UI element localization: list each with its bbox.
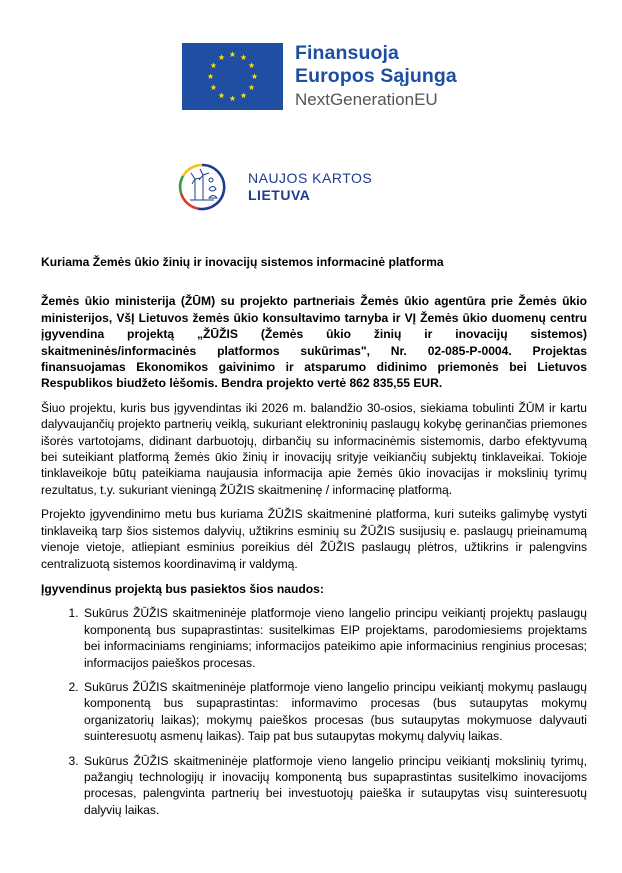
eu-logo-line2: Europos Sąjunga bbox=[295, 65, 457, 87]
eu-star-icon bbox=[229, 95, 235, 101]
green-energy-emblem-icon bbox=[178, 163, 226, 211]
eu-star-icon bbox=[218, 54, 224, 60]
nkl-logo-text bbox=[248, 170, 372, 204]
naujos-kartos-lietuva-logo bbox=[178, 163, 372, 211]
nkl-logo-line1: NAUJOS KARTOS bbox=[248, 170, 373, 186]
eu-star-icon bbox=[207, 73, 213, 79]
eu-star-icon bbox=[240, 54, 246, 60]
eu-star-icon bbox=[251, 73, 257, 79]
eu-star-icon bbox=[249, 84, 255, 90]
benefit-item: 3. Sukūrus ŽŪŽIS skaitmeninėje platformoje vieno langelio principu veikiantį mokslinių tyrimų, pažangių technologijų ir inovacijų komponentą bus supaprastintas susitelkimo inovacijoms procesas, palengvinta partnerių bei investuotojų paieška ir sutaupytas visų suinteresuotų dalyvių laikas. bbox=[82, 753, 587, 819]
eu-logo-line3: NextGenerationEU bbox=[295, 90, 438, 109]
benefit-item: 2. Sukūrus ŽŪŽIS skaitmeninėje platformoje vieno langelio principu veikiantį mokymų paslaugų komponentą bus supaprastintas: informavimo procesas (bus sutaupytas mokymų organizatorių laikas); mokymų paieškos procesas (bus sutaupytas mokymuose dalyvauti suinteresuotų asmenų laikas). Taip pat bus sutaupytas mokymų dalyvių laikas. bbox=[82, 679, 587, 745]
platform-paragraph: Projekto įgyvendinimo metu bus kuriama ŽŪŽIS skaitmeninė platforma, kuri suteiks galimybę vystyti tinklaveiką tarp šios sistemos dalyvių, užtikrins esminių su ŽŪŽIS susijusių e. paslaugų prieinamumą vienoje vietoje, atliepiant esminius poreikius dėl ŽŪŽIS paslaugų plėtros, užtikrins ir palengvins centralizuotą sistemos koordinavimą ir valdymą. bbox=[41, 507, 587, 571]
project-goal-paragraph: Šiuo projektu, kuris bus įgyvendintas iki 2026 m. balandžio 30-osios, siekiama tobulinti ŽŪM ir kartu dalyvaujančių projekto partnerių veiklą, sukuriant elektroninių paslaugų kokybę gerinančias priemones išorės vartotojams, didinant darbuotojų, dirbančių su informacinėmis sistemomis, darbo efektyvumą bei suteikiant platformą žemės ūkio žinių ir inovacijų srityje veikiančių subjektų tinklaveikai. Tokioje tinklaveikoje būtų pateikiama naujausia informacija apie žemės ūkio inovacijas ir mokslinių tyrimų rezultatus, t.y. sukuriant vieningą ŽŪŽIS skaitmeninę / informacinę platformą. bbox=[41, 400, 587, 497]
eu-star-icon bbox=[210, 84, 216, 90]
eu-star-icon bbox=[249, 62, 255, 68]
eu-logo-line1: Finansuoja bbox=[295, 42, 399, 64]
eu-flag-icon bbox=[182, 43, 283, 110]
nkl-logo-line2: LIETUVA bbox=[248, 187, 311, 203]
eu-star-icon bbox=[229, 51, 235, 57]
intro-paragraph: Žemės ūkio ministerija (ŽŪM) su projekto partneriais Žemės ūkio agentūra prie Žemės ūkio ministerijos, VšĮ Lietuvos žemės ūkio konsultavimo tarnyba ir VĮ Žemės ūkio duomenų centru įgyvendina projektą „ŽŪŽIS (Žemės ūkio žinių ir inovacijų sistemos) skaitmeninės/informacinės platformos sukūrimas", Nr. 02-085-P-0004. Projektas finansuojamas Ekonomikos gaivinimo ir atsparumo didinimo priemonės bei Lietuvos Respublikos biudžeto lėšomis. Bendra projekto vertė 862 835,55 EUR. bbox=[41, 294, 587, 391]
document-body bbox=[41, 254, 587, 826]
benefit-item: 1. Sukūrus ŽŪŽIS skaitmeninėje platformoje vieno langelio principu veikiantį projektų paslaugų komponentą bus supaprastintas: susitelkimas EIP projektams, parodomiesiems projektams bei informaciniams renginiams; informacijos pateikimo apie informacinius renginius procesas; informacijos paieškos procesas. bbox=[82, 605, 587, 671]
benefits-heading: Įgyvendinus projektą bus pasiektos šios naudos: bbox=[41, 581, 324, 596]
eu-star-icon bbox=[218, 92, 224, 98]
eu-funding-logo bbox=[182, 43, 457, 111]
benefits-list bbox=[41, 605, 587, 818]
eu-star-icon bbox=[210, 62, 216, 68]
eu-logo-text bbox=[295, 42, 457, 111]
eu-star-icon bbox=[240, 92, 246, 98]
document-title: Kuriama Žemės ūkio žinių ir inovacijų sistemos informacinė platforma bbox=[41, 255, 444, 269]
